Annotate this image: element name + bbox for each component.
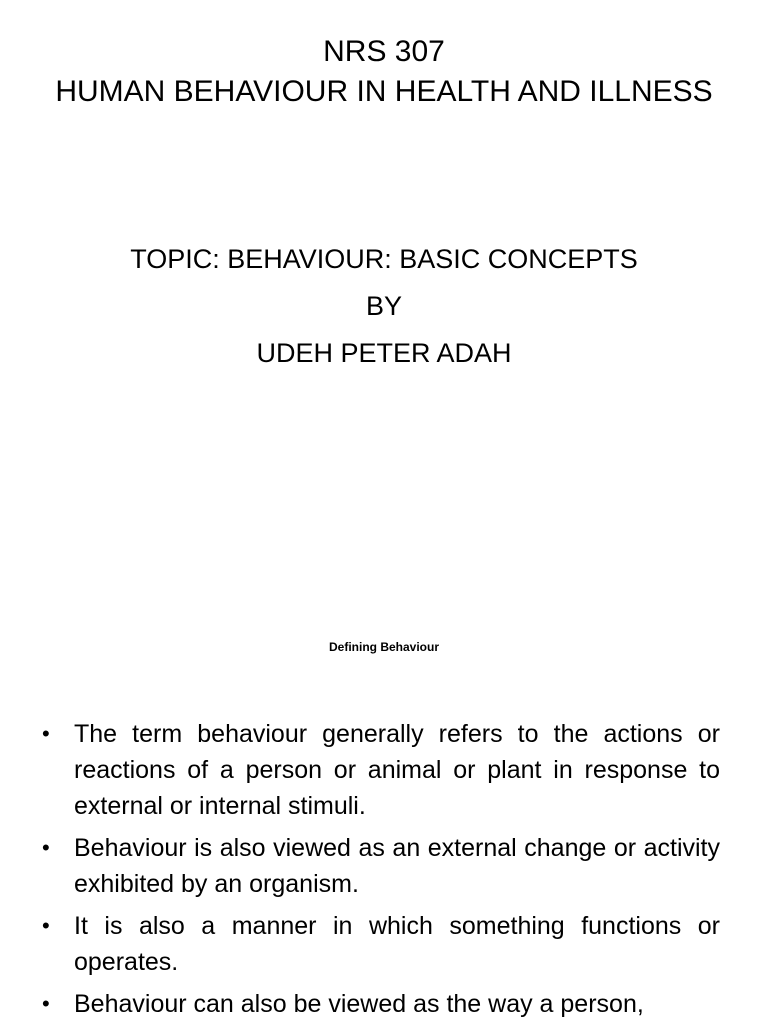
definition-slide (0, 620, 768, 1024)
course-title: HUMAN BEHAVIOUR IN HEALTH AND ILLNESS (55, 75, 713, 108)
bullet-text: Behaviour is also viewed as an external change or activity exhibited by an organism. (74, 834, 720, 898)
bullet-icon: • (42, 721, 50, 746)
slide-heading: Defining Behaviour (328, 640, 439, 654)
bullet-icon: • (42, 991, 50, 1016)
bullet-icon: • (42, 835, 50, 860)
bullet-text: The term behaviour generally refers to the actions or reactions of a person or animal or plant in response to external or internal stimuli. (74, 720, 720, 820)
bullet-text: Behaviour can also be viewed as the way a person, (74, 990, 644, 1018)
list-item (42, 986, 720, 1022)
list-item (42, 908, 720, 980)
list-item (42, 716, 720, 824)
topic-line: TOPIC: BEHAVIOUR: BASIC CONCEPTS (130, 244, 638, 274)
course-code: NRS 307 (323, 35, 445, 68)
bullet-list (42, 716, 720, 1028)
slide-subtitle (0, 236, 768, 377)
bullet-text: It is also a manner in which something functions or operates. (74, 912, 720, 976)
by-line: BY (365, 291, 403, 321)
title-slide (0, 0, 768, 430)
bullet-icon: • (42, 913, 50, 938)
slide-title (0, 32, 768, 112)
author-name: UDEH PETER ADAH (256, 338, 512, 368)
list-item (42, 830, 720, 902)
